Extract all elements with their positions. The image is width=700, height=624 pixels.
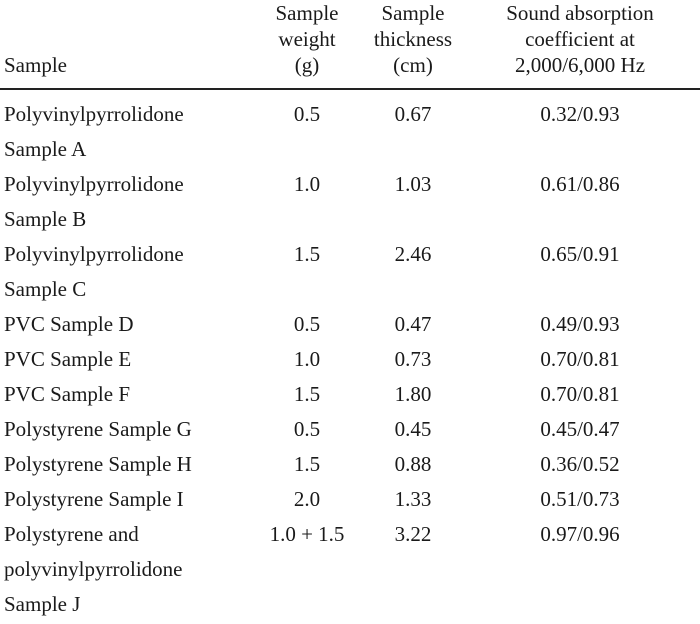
sample-name-line: Polyvinylpyrrolidone xyxy=(4,102,184,126)
cell-weight: 0.5 xyxy=(293,312,321,336)
sample-name-line: Polystyrene and xyxy=(4,522,139,546)
header-weight-line: weight xyxy=(278,27,336,51)
table-row xyxy=(0,86,700,166)
cell-coefficient: 0.45/0.47 xyxy=(540,417,620,441)
cell-coefficient: 0.51/0.73 xyxy=(540,487,620,511)
sample-name-line: Sample C xyxy=(4,277,87,301)
sample-name-line: Sample A xyxy=(4,137,87,161)
sample-name-line: PVC Sample D xyxy=(4,312,134,336)
cell-thickness: 0.45 xyxy=(394,417,432,441)
header-sample-line: Sample xyxy=(4,53,67,77)
cell-coefficient: 0.32/0.93 xyxy=(540,102,620,126)
cell-coefficient: 0.61/0.86 xyxy=(540,172,620,196)
sample-name-line: Polystyrene Sample I xyxy=(4,487,184,511)
sample-name-line: polyvinylpyrrolidone xyxy=(4,557,183,581)
cell-sample xyxy=(0,446,248,481)
cell-coefficient: 0.49/0.93 xyxy=(540,312,620,336)
cell-weight: 2.0 xyxy=(293,487,321,511)
header-thickness-line: (cm) xyxy=(393,53,433,77)
cell-sample xyxy=(0,516,248,621)
table-row xyxy=(0,446,700,481)
table-row xyxy=(0,376,700,411)
sample-name-line: Polyvinylpyrrolidone xyxy=(4,172,184,196)
cell-thickness: 1.33 xyxy=(394,487,432,511)
sample-name-line: PVC Sample E xyxy=(4,347,132,371)
cell-weight: 1.5 xyxy=(293,382,321,406)
table-row xyxy=(0,236,700,306)
cell-sample xyxy=(0,411,248,446)
table-row xyxy=(0,516,700,621)
cell-weight: 1.5 xyxy=(293,452,321,476)
cell-thickness: 2.46 xyxy=(394,242,432,266)
table-row xyxy=(0,166,700,236)
cell-weight: 1.5 xyxy=(293,242,321,266)
cell-sample xyxy=(0,166,248,236)
cell-coefficient: 0.70/0.81 xyxy=(540,382,620,406)
cell-weight: 1.0 xyxy=(293,347,321,371)
header-row xyxy=(0,0,700,86)
header-coefficient xyxy=(460,0,700,86)
header-weight-line: Sample xyxy=(275,1,339,25)
cell-sample xyxy=(0,376,248,411)
sample-name-line: Sample B xyxy=(4,207,87,231)
sample-name-line: Polystyrene Sample H xyxy=(4,452,192,476)
cell-sample xyxy=(0,86,248,166)
sample-name-line: PVC Sample F xyxy=(4,382,131,406)
cell-thickness: 1.80 xyxy=(394,382,432,406)
header-thickness-line: Sample xyxy=(381,1,445,25)
header-sample xyxy=(0,0,248,86)
cell-thickness: 0.73 xyxy=(394,347,432,371)
cell-weight: 1.0 + 1.5 xyxy=(269,522,345,546)
cell-coefficient: 0.97/0.96 xyxy=(540,522,620,546)
table-row xyxy=(0,341,700,376)
cell-sample xyxy=(0,481,248,516)
cell-thickness: 0.47 xyxy=(394,312,432,336)
cell-weight: 0.5 xyxy=(293,417,321,441)
cell-weight: 1.0 xyxy=(293,172,321,196)
sample-name-line: Polystyrene Sample G xyxy=(4,417,192,441)
cell-thickness: 1.03 xyxy=(394,172,432,196)
header-weight xyxy=(248,0,366,86)
cell-thickness: 3.22 xyxy=(394,522,432,546)
cell-sample xyxy=(0,236,248,306)
header-coefficient-line: 2,000/6,000 Hz xyxy=(514,53,646,77)
sample-name-line: Polyvinylpyrrolidone xyxy=(4,242,184,266)
header-thickness xyxy=(366,0,460,86)
cell-sample xyxy=(0,341,248,376)
cell-coefficient: 0.65/0.91 xyxy=(540,242,620,266)
table-row xyxy=(0,306,700,341)
cell-coefficient: 0.70/0.81 xyxy=(540,347,620,371)
table-row xyxy=(0,481,700,516)
sample-name-line: Sample J xyxy=(4,592,81,616)
table-row xyxy=(0,411,700,446)
header-coefficient-line: Sound absorption xyxy=(506,1,654,25)
header-weight-line: (g) xyxy=(294,53,320,77)
cell-thickness: 0.88 xyxy=(394,452,432,476)
header-coefficient-line: coefficient at xyxy=(525,27,635,51)
cell-thickness: 0.67 xyxy=(394,102,432,126)
cell-sample xyxy=(0,306,248,341)
header-thickness-line: thickness xyxy=(373,27,453,51)
cell-coefficient: 0.36/0.52 xyxy=(540,452,620,476)
cell-weight: 0.5 xyxy=(293,102,321,126)
